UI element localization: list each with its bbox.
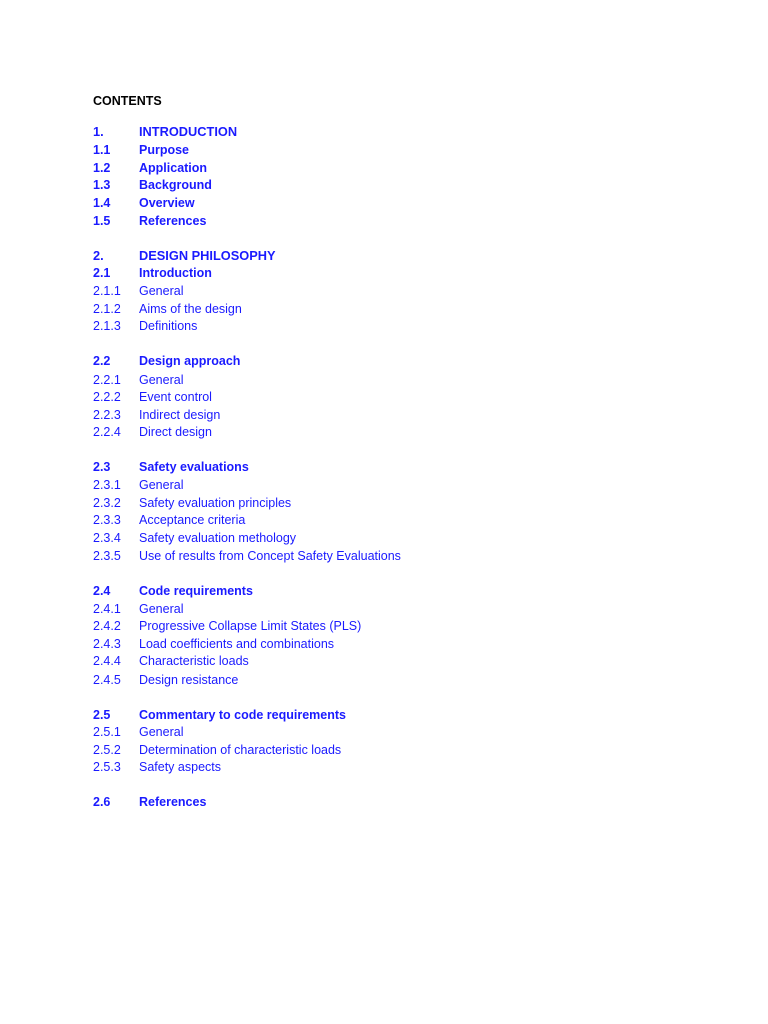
toc-entry-title[interactable]: Direct design (139, 425, 212, 439)
toc-entry-title[interactable]: DESIGN PHILOSOPHY (139, 248, 276, 263)
toc-entry-number: 1.4 (93, 196, 111, 210)
toc-entry-number: 2.4.3 (93, 637, 121, 651)
toc-entry-title[interactable]: INTRODUCTION (139, 124, 238, 139)
toc-entry-title[interactable]: References (139, 214, 207, 228)
toc-entry-number: 2.2 (93, 354, 111, 368)
toc-entry-number: 2.3.3 (93, 513, 121, 527)
toc-entry-title[interactable]: General (139, 373, 184, 387)
toc-entry-title[interactable]: Application (139, 161, 208, 175)
toc-entry-number: 2. (93, 248, 104, 263)
toc-entry-number: 2.4.2 (93, 619, 121, 633)
toc-entry-title[interactable]: General (139, 602, 184, 616)
toc-entry-number: 2.2.4 (93, 425, 121, 439)
toc-entry-title[interactable]: Safety evaluation methology (139, 531, 297, 545)
toc-entry-title[interactable]: References (139, 795, 207, 809)
toc-entry-number: 2.3.1 (93, 478, 121, 492)
toc-entry-number: 1.5 (93, 214, 111, 228)
toc-entry-title[interactable]: Safety evaluations (139, 460, 249, 474)
toc-entry-title[interactable]: Design approach (139, 354, 241, 368)
toc-entry-number: 2.2.1 (93, 373, 121, 387)
toc-entry-number: 2.4.1 (93, 602, 121, 616)
toc-entry-title[interactable]: Load coefficients and combinations (139, 637, 335, 651)
toc-entry-number: 1.2 (93, 161, 111, 175)
toc-entry-number: 1.1 (93, 143, 111, 157)
toc-entry-title[interactable]: Code requirements (139, 584, 253, 598)
toc-entry-title[interactable]: Characteristic loads (139, 654, 249, 668)
toc-entry-number: 2.3.4 (93, 531, 121, 545)
toc-entry-title[interactable]: General (139, 284, 184, 298)
contents-heading: CONTENTS (93, 94, 162, 108)
toc-entry-title[interactable]: Overview (139, 196, 195, 210)
toc-entry-number: 2.4.4 (93, 654, 121, 668)
toc-entry-number: 2.3.2 (93, 496, 121, 510)
toc-entry-title[interactable]: Definitions (139, 319, 198, 333)
toc-entry-title[interactable]: Safety aspects (139, 760, 221, 774)
toc-entry-number: 2.5 (93, 708, 111, 722)
toc-entry-number: 2.1 (93, 266, 111, 280)
toc-entry-title[interactable]: Commentary to code requirements (139, 708, 346, 722)
toc-entry-number: 2.1.2 (93, 302, 121, 316)
toc-entry-title[interactable]: Event control (139, 390, 212, 404)
toc-entry-title[interactable]: Design resistance (139, 673, 239, 687)
toc-entry-number: 2.3 (93, 460, 111, 474)
toc-entry-number: 1. (93, 124, 104, 139)
toc-entry-title[interactable]: Introduction (139, 266, 212, 280)
toc-entry-title[interactable]: Aims of the design (139, 302, 242, 316)
toc-entry-number: 2.1.1 (93, 284, 121, 298)
toc-entry-title[interactable]: Progressive Collapse Limit States (PLS) (139, 619, 362, 633)
toc-entry-number: 2.3.5 (93, 549, 121, 563)
toc-entry-number: 2.1.3 (93, 319, 121, 333)
toc-entry-number: 2.2.3 (93, 408, 121, 422)
toc-entry-title[interactable]: Use of results from Concept Safety Evaluations (139, 549, 401, 563)
toc-entry-number: 2.5.1 (93, 725, 121, 739)
toc-entry-number: 2.5.3 (93, 760, 121, 774)
toc-entry-title[interactable]: Acceptance criteria (139, 513, 246, 527)
toc-entry-title[interactable]: Indirect design (139, 408, 221, 422)
toc-entry-number: 2.2.2 (93, 390, 121, 404)
toc-entry-number: 1.3 (93, 178, 111, 192)
toc-entry-title[interactable]: General (139, 478, 184, 492)
toc-entry-number: 2.4.5 (93, 673, 121, 687)
toc-entry-number: 2.6 (93, 795, 111, 809)
toc-entry-title[interactable]: Purpose (139, 143, 190, 157)
toc-entry-title[interactable]: Determination of characteristic loads (139, 743, 342, 757)
toc-entry-title[interactable]: General (139, 725, 184, 739)
toc-entry-title[interactable]: Safety evaluation principles (139, 496, 292, 510)
toc-entry-number: 2.5.2 (93, 743, 121, 757)
toc-entry-number: 2.4 (93, 584, 111, 598)
toc-entry-title[interactable]: Background (139, 178, 212, 192)
